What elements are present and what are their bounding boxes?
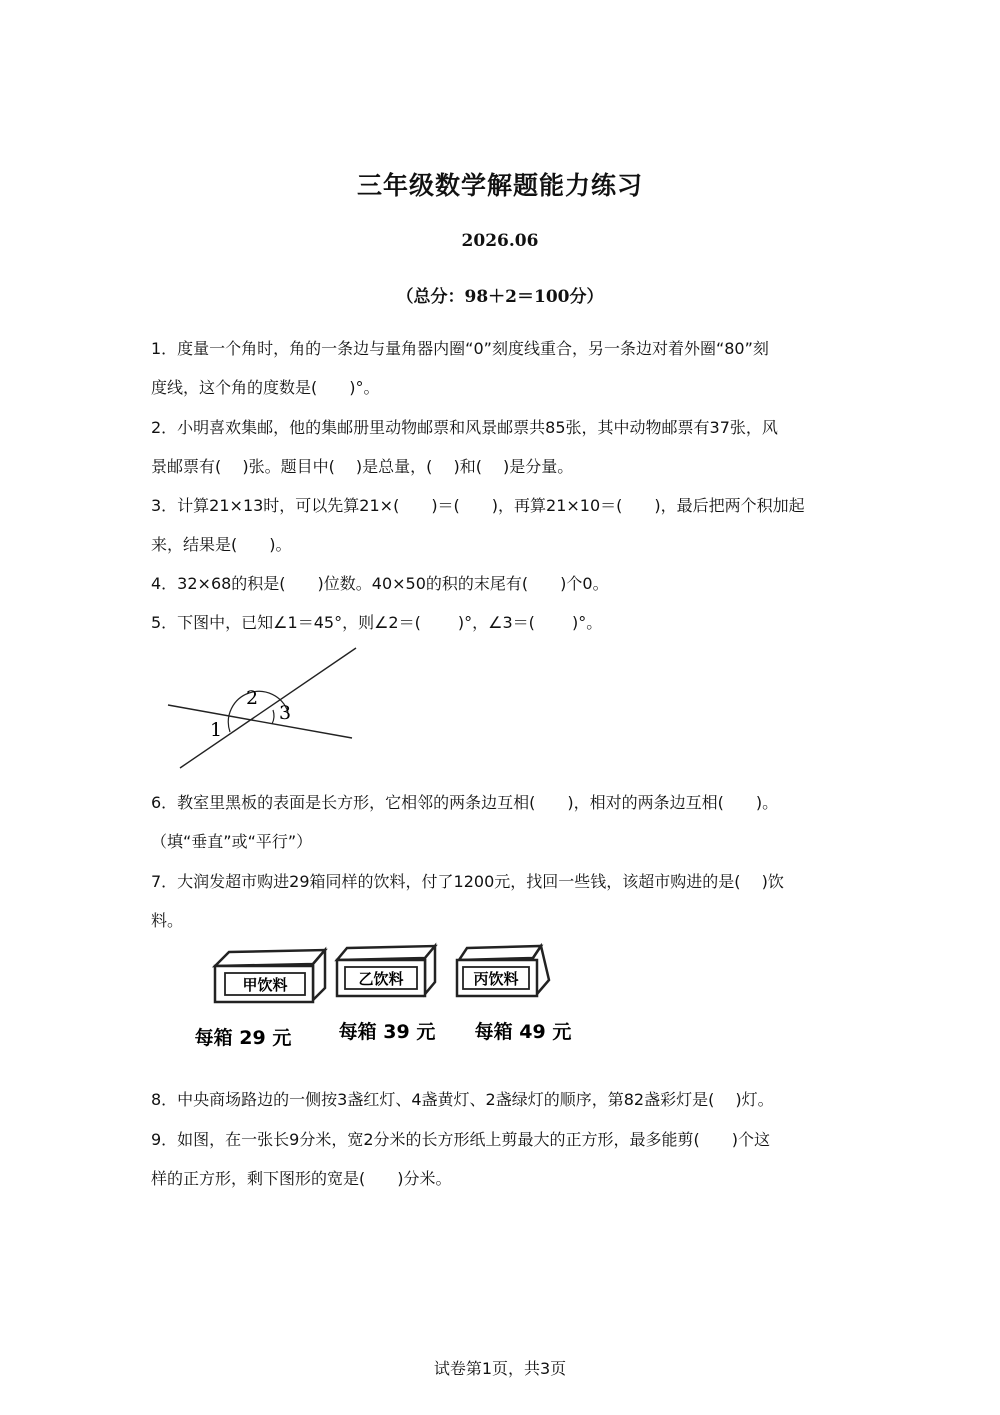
question-7-line-1: 7．大润发超市购进29箱同样的饮料，付了1200元，找回一些钱，该超市购进的是( )饮 bbox=[151, 872, 784, 891]
question-6-line-2: （填“垂直”或“平行”） bbox=[151, 832, 313, 851]
question-1-line-1: 1．度量一个角时，角的一条边与量角器内圈“0”刻度线重合，另一条边对着外圈“80”刻 bbox=[151, 339, 769, 358]
angle-arc-3 bbox=[272, 710, 274, 724]
page-footer: 试卷第1页，共3页 bbox=[433, 1359, 567, 1378]
total-score: （总分：98＋2＝100分） bbox=[396, 287, 604, 307]
question-7-line-2: 料。 bbox=[151, 911, 184, 930]
question-2-line-2: 景邮票有( )张。题目中( )是总量，( )和( )是分量。 bbox=[151, 457, 574, 476]
drink-price-a: 每箱 29 元 bbox=[194, 1027, 292, 1049]
drink-box-c bbox=[457, 946, 549, 996]
drink-box-b bbox=[337, 946, 435, 996]
angle-label-2: 2 bbox=[246, 687, 259, 709]
question-1-line-2: 度线，这个角的度数是( )°。 bbox=[151, 378, 380, 397]
question-3-line-2: 来，结果是( )。 bbox=[151, 535, 292, 554]
page-title: 三年级数学解题能力练习 bbox=[356, 171, 643, 200]
question-9-line-1: 9．如图，在一张长9分米，宽2分米的长方形纸上剪最大的正方形，最多能剪( )个这 bbox=[151, 1130, 771, 1149]
question-2-line-1: 2．小明喜欢集邮，他的集邮册里动物邮票和风景邮票共85张，其中动物邮票有37张，风 bbox=[151, 418, 778, 437]
question-8-line-1: 8．中央商场路边的一侧按3盏红灯、4盏黄灯、2盏绿灯的顺序，第82盏彩灯是( )灯。 bbox=[151, 1090, 774, 1109]
drink-box-c-label: 丙饮料 bbox=[473, 970, 519, 988]
drink-box-a bbox=[215, 950, 325, 1002]
drinks-figure bbox=[185, 940, 585, 1060]
drink-price-b: 每箱 39 元 bbox=[338, 1021, 436, 1043]
angle-line-a bbox=[168, 705, 352, 738]
question-3-line-1: 3．计算21×13时，可以先算21×( )＝( )，再算21×10＝( )，最后把两个积加起 bbox=[151, 496, 805, 515]
angle-line-b bbox=[180, 648, 356, 768]
question-5-line-1: 5．下图中，已知∠1＝45°，则∠2＝( )°，∠3＝( )°。 bbox=[151, 613, 603, 632]
angle-figure bbox=[160, 640, 370, 780]
question-9-line-2: 样的正方形，剩下图形的宽是( )分米。 bbox=[151, 1169, 452, 1188]
question-6-line-1: 6．教室里黑板的表面是长方形，它相邻的两条边互相( )，相对的两条边互相( )。 bbox=[151, 793, 779, 812]
drink-box-b-label: 乙饮料 bbox=[358, 970, 404, 988]
angle-label-3: 3 bbox=[279, 702, 292, 724]
question-4-line-1: 4．32×68的积是( )位数。40×50的积的末尾有( )个0。 bbox=[151, 574, 609, 593]
drink-box-a-label: 甲饮料 bbox=[242, 976, 288, 994]
angle-label-1: 1 bbox=[210, 719, 223, 741]
exam-date: 2026.06 bbox=[461, 231, 539, 251]
drink-price-c: 每箱 49 元 bbox=[474, 1021, 572, 1043]
